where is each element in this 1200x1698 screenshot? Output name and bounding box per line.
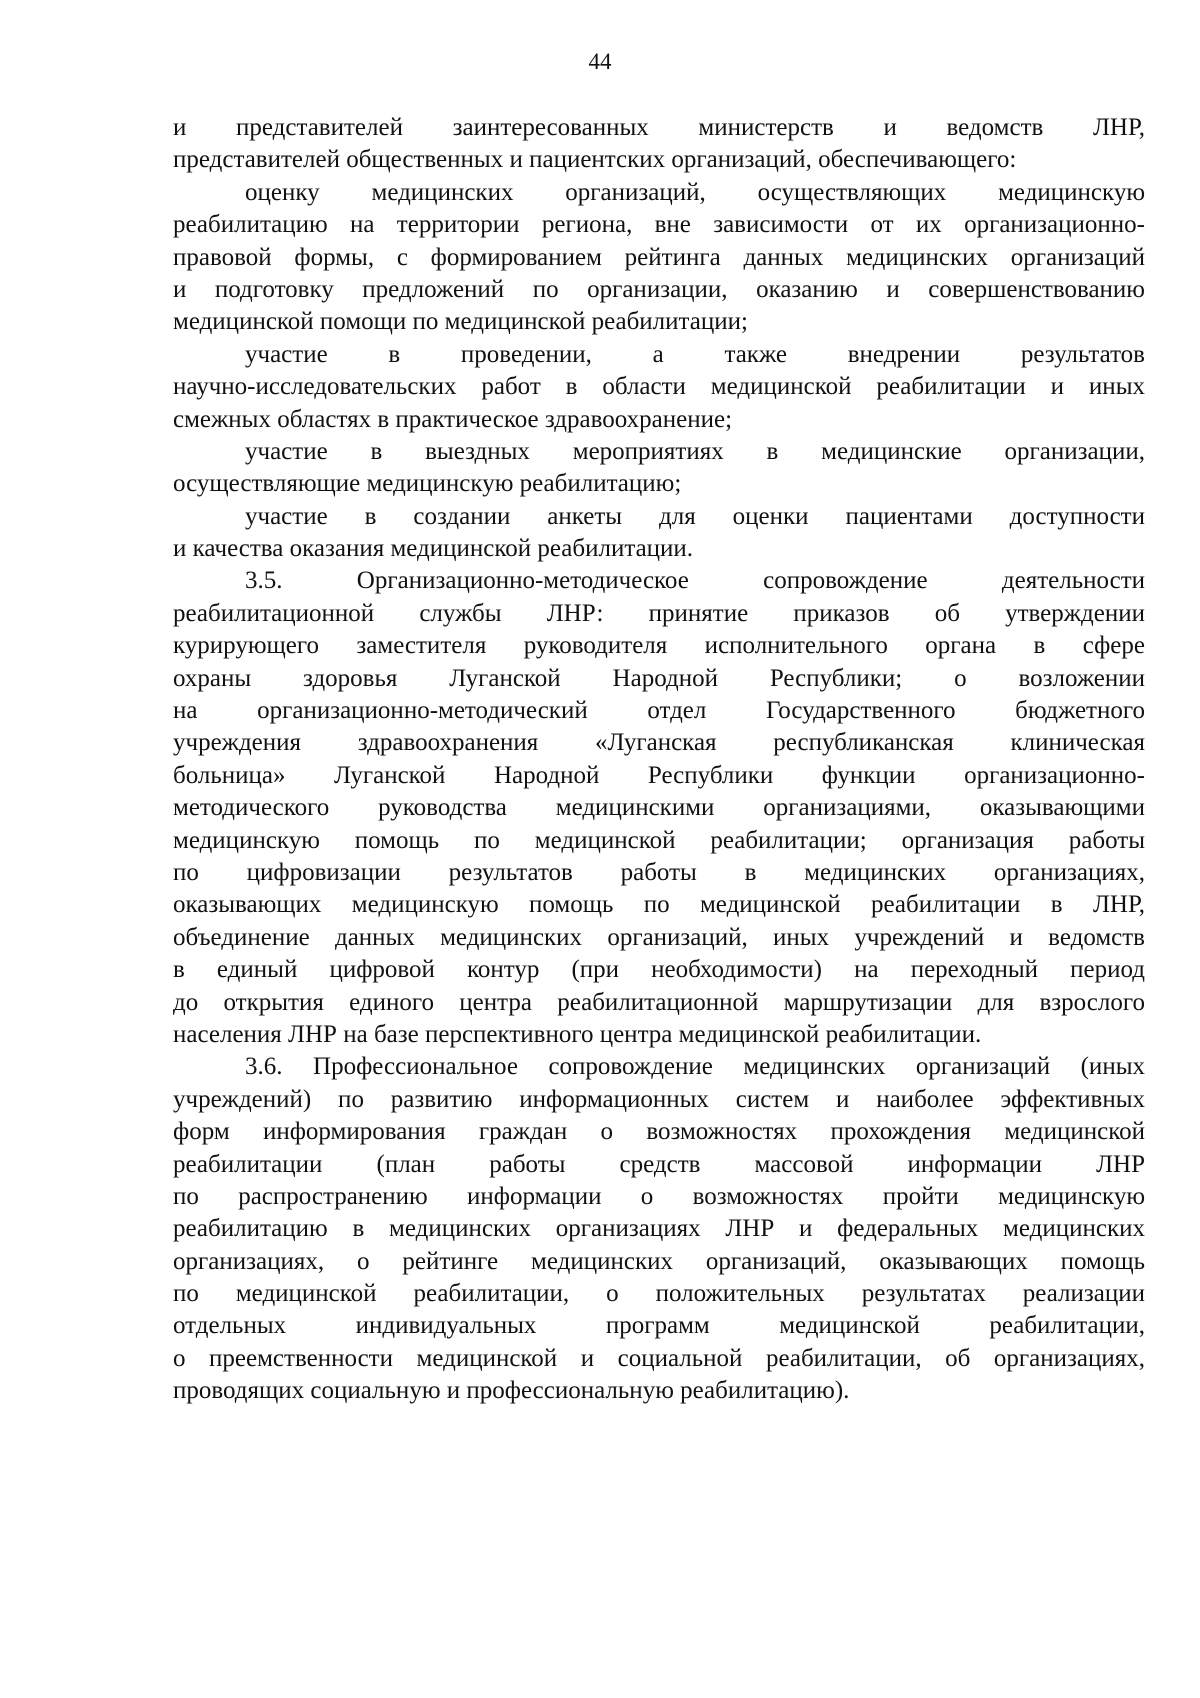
text-line: осуществляющие медицинскую реабилитацию; [173,470,682,498]
text-line: участие в проведении, а также внедрении результатов [245,340,1145,368]
text-line: реабилитации (план работы средств массовой информации ЛНР [173,1150,1145,1178]
text-line: населения ЛНР на базе перспективного центра медицинской реабилитации. [173,1020,982,1048]
text-line: отдельных индивидуальных программ медицинской реабилитации, [173,1312,1145,1340]
text-line: по медицинской реабилитации, о положительных результатах реализации [173,1280,1145,1308]
text-line: реабилитацию в медицинских организациях ЛНР и федеральных медицинских [173,1215,1145,1243]
text-line: по распространению информации о возможностях пройти медицинскую [173,1182,1145,1210]
text-line: 3.5. Организационно-методическое сопровождение деятельности [245,567,1145,595]
text-line: о преемственности медицинской и социальной реабилитации, об организациях, [173,1344,1145,1372]
text-line: медицинскую помощь по медицинской реабилитации; организация работы [173,826,1145,854]
text-line: реабилитацию на территории региона, вне зависимости от их организационно- [173,211,1145,239]
text-line: до открытия единого центра реабилитационной маршрутизации для взрослого [173,988,1145,1016]
text-line: и подготовку предложений по организации, оказанию и совершенствованию [173,275,1145,303]
text-line: участие в выездных мероприятиях в медицинские организации, [245,437,1145,465]
text-line: форм информирования граждан о возможностях прохождения медицинской [173,1118,1145,1146]
text-line: охраны здоровья Луганской Народной Республики; о возложении [173,664,1145,692]
text-line: оценку медицинских организаций, осуществляющих медицинскую [245,178,1145,206]
text-line: научно-исследовательских работ в области медицинской реабилитации и иных [173,373,1145,401]
text-line: по цифровизации результатов работы в медицинских организациях, [173,858,1145,886]
text-line: объединение данных медицинских организаций, иных учреждений и ведомств [173,923,1145,951]
text-line: представителей общественных и пациентских организаций, обеспечивающего: [173,146,1017,174]
text-line: и представителей заинтересованных министерств и ведомств ЛНР, [173,114,1145,141]
text-line: правовой формы, с формированием рейтинга данных медицинских организаций [173,243,1145,271]
text-line: методического руководства медицинскими организациями, оказывающими [173,794,1145,822]
text-line: и качества оказания медицинской реабилитации. [173,535,694,563]
text-line: 3.6. Профессиональное сопровождение медицинских организаций (иных [245,1053,1145,1081]
text-line: оказывающих медицинскую помощь по медицинской реабилитации в ЛНР, [173,891,1145,919]
text-line: медицинской помощи по медицинской реабилитации; [173,308,748,336]
text-line: больница» Луганской Народной Республики функции организационно- [173,761,1145,789]
text-line: на организационно-методический отдел Государственного бюджетного [173,697,1145,725]
text-line: в единый цифровой контур (при необходимости) на переходный период [173,956,1145,984]
text-line: учреждения здравоохранения «Луганская республиканская клиническая [173,729,1145,757]
text-line: проводящих социальную и профессиональную реабилитацию). [173,1377,850,1405]
text-line: реабилитационной службы ЛНР: принятие приказов об утверждении [173,599,1145,627]
document-body [173,112,1145,1408]
text-line: учреждений) по развитию информационных систем и наиболее эффективных [173,1085,1145,1113]
page-number: 44 [588,49,612,74]
text-line: организациях, о рейтинге медицинских организаций, оказывающих помощь [173,1247,1145,1275]
text-line: курирующего заместителя руководителя исполнительного органа в сфере [173,632,1145,660]
text-line: участие в создании анкеты для оценки пациентами доступности [245,502,1145,530]
text-line: смежных областях в практическое здравоохранение; [173,405,733,433]
